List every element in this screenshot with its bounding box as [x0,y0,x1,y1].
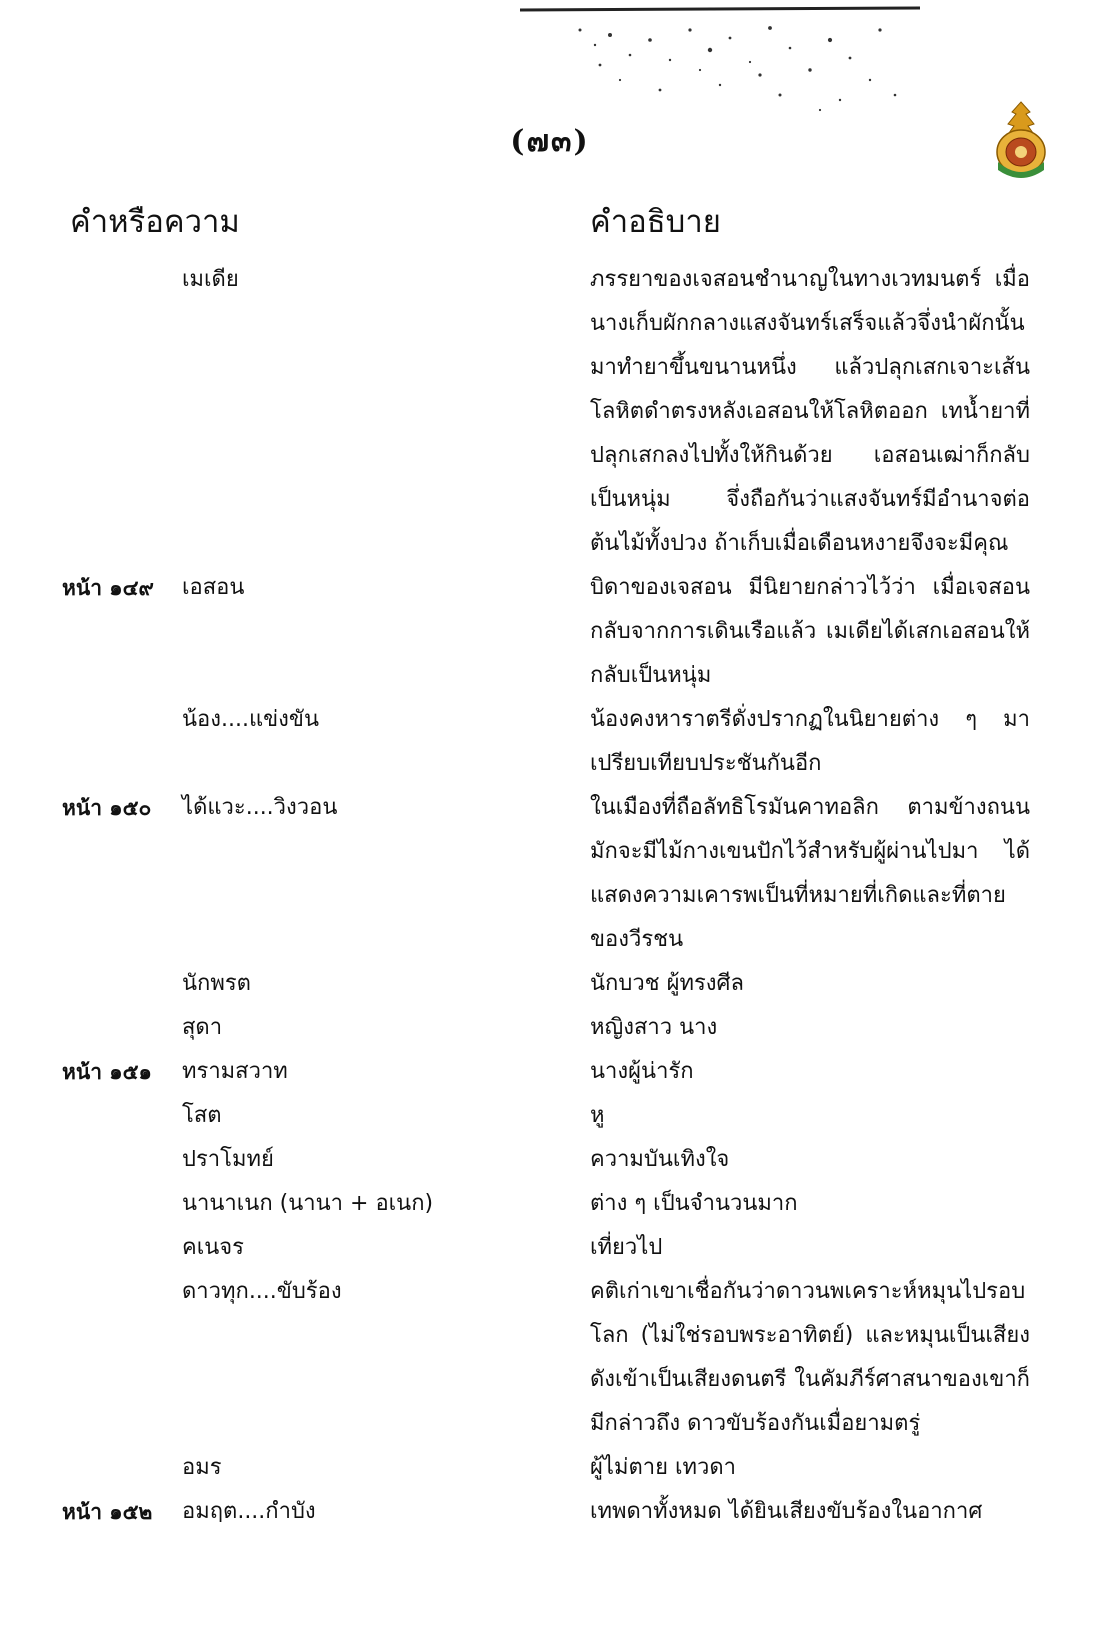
glossary-entries [0,258,1100,1534]
page-reference: หน้า ๑๔๙ [62,575,154,600]
definition: ผู้ไม่ตาย เทวดา [590,1455,736,1480]
term: นักพรต [182,971,251,996]
term: ดาวทุก....ขับร้อง [182,1279,342,1304]
glossary-entry [0,1182,1100,1226]
column-header-explanation: คำอธิบาย [590,204,721,240]
term: น้อง....แข่งขัน [182,707,320,732]
term: คเนจร [182,1235,244,1260]
glossary-entry [0,258,1100,566]
term: สุดา [182,1015,223,1040]
definition: คติเก่าเขาเชื่อกันว่าดาวนพเคราะห์หมุนไปรอบโลก (ไม่ใช่รอบพระอาทิตย์) และหมุนเป็นเสียงดังเข้าเป็นเสียงดนตรี ในคัมภีร์ศาสนาของเขาก็มีกล่าวถึง ดาวขับร้องกันเมื่อยามตรู่ [590,1279,1030,1436]
glossary-entry [0,1006,1100,1050]
page-reference: หน้า ๑๕๑ [62,1059,152,1084]
page-reference: หน้า ๑๕๐ [62,795,152,820]
term: โสต [182,1103,222,1128]
definition: ในเมืองที่ถือลัทธิโรมันคาทอลิก ตามข้างถนนมักจะมีไม้กางเขนปักไว้สำหรับผู้ผ่านไปมา ได้แสดงความเคารพเป็นที่หมายที่เกิดและที่ตายของวีรชน [590,795,1030,952]
term: นานาเนก (นานา + อเนก) [182,1191,434,1216]
glossary-entry [0,1094,1100,1138]
definition: หญิงสาว นาง [590,1015,718,1040]
glossary-entry [0,962,1100,1006]
page-reference: หน้า ๑๕๒ [62,1499,153,1524]
term: อมร [182,1455,222,1480]
definition: นางผู้น่ารัก [590,1059,694,1084]
term: เอสอน [182,575,245,600]
definition: ภรรยาของเจสอนชำนาญในทางเวทมนตร์ เมื่อนางเก็บผักกลางแสงจันทร์เสร็จแล้วจึ่งนำผักนั้นมาทำยาขึ้นขนานหนึ่ง แล้วปลุกเสกเจาะเส้นโลหิตดำตรงหลังเอสอนให้โลหิตออก เทน้ำยาที่ปลุกเสกลงไปทั้งให้กินด้วย เอสอนเฒ่าก็กลับเป็นหนุ่ม จึ่งถือกันว่าแสงจันทร์มีอำนาจต่อต้นไม้ทั้งปวง ถ้าเก็บเมื่อเดือนหงายจึงจะมีคุณ [590,267,1030,556]
definition: ความบันเทิงใจ [590,1147,730,1172]
glossary-entry [0,786,1100,962]
glossary-entry [0,1226,1100,1270]
column-header-term: คำหรือความ [70,204,240,240]
definition: นักบวช ผู้ทรงศีล [590,971,744,996]
definition: น้องคงหาราตรีดั่งปรากฏในนิยายต่าง ๆ มาเปรียบเทียบประชันกันอีก [590,707,1030,776]
glossary-entry [0,1490,1100,1534]
definition: ต่าง ๆ เป็นจำนวนมาก [590,1191,798,1216]
term: อมฤต....กำบัง [182,1499,316,1524]
definition: หู [590,1103,605,1128]
glossary-entry [0,1050,1100,1094]
term: ได้แวะ....วิงวอน [182,795,338,820]
term: ทรามสวาท [182,1059,288,1084]
glossary-entry [0,1446,1100,1490]
glossary-entry [0,1270,1100,1446]
term: ปราโมทย์ [182,1147,274,1172]
scan-smudge-ornament [520,0,940,130]
glossary-entry [0,698,1100,786]
definition: บิดาของเจสอน มีนิยายกล่าวไว้ว่า เมื่อเจสอนกลับจากการเดินเรือแล้ว เมเดียได้เสกเอสอนให้กลับเป็นหนุ่ม [590,575,1030,688]
emblem-seal-icon [990,100,1052,180]
page-number: (๗๓) [510,124,590,159]
glossary-entry [0,1138,1100,1182]
definition: เทพดาทั้งหมด ได้ยินเสียงขับร้องในอากาศ [590,1499,983,1524]
term: เมเดีย [182,267,239,292]
glossary-entry [0,566,1100,698]
definition: เที่ยวไป [590,1235,663,1260]
